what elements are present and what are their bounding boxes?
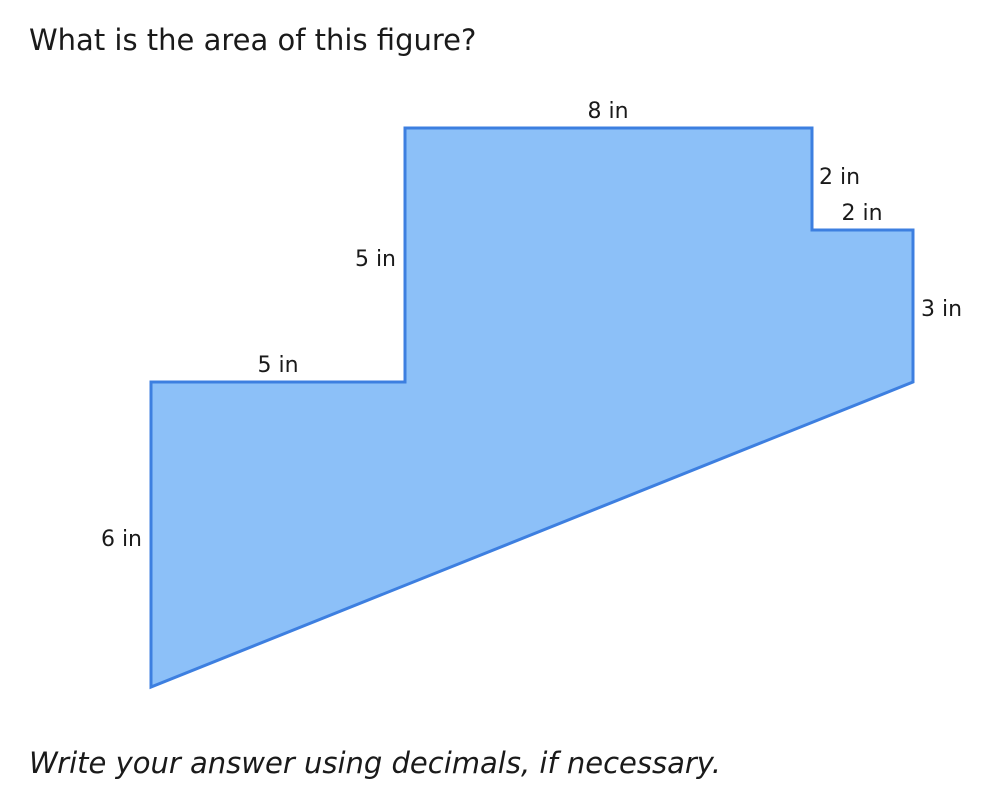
label-left-side: 6 in — [100, 527, 142, 552]
label-notch-width: 2 in — [841, 201, 883, 226]
label-notch-drop: 2 in — [819, 165, 861, 190]
instruction-text: Write your answer using decimals, if necessary. — [29, 746, 721, 780]
label-step-width: 5 in — [257, 353, 299, 378]
label-step-height: 5 in — [354, 247, 396, 272]
question-text: What is the area of this figure? — [29, 23, 477, 57]
label-top: 8 in — [587, 99, 629, 124]
figure-shape — [151, 128, 913, 687]
label-right-side: 3 in — [921, 297, 963, 322]
